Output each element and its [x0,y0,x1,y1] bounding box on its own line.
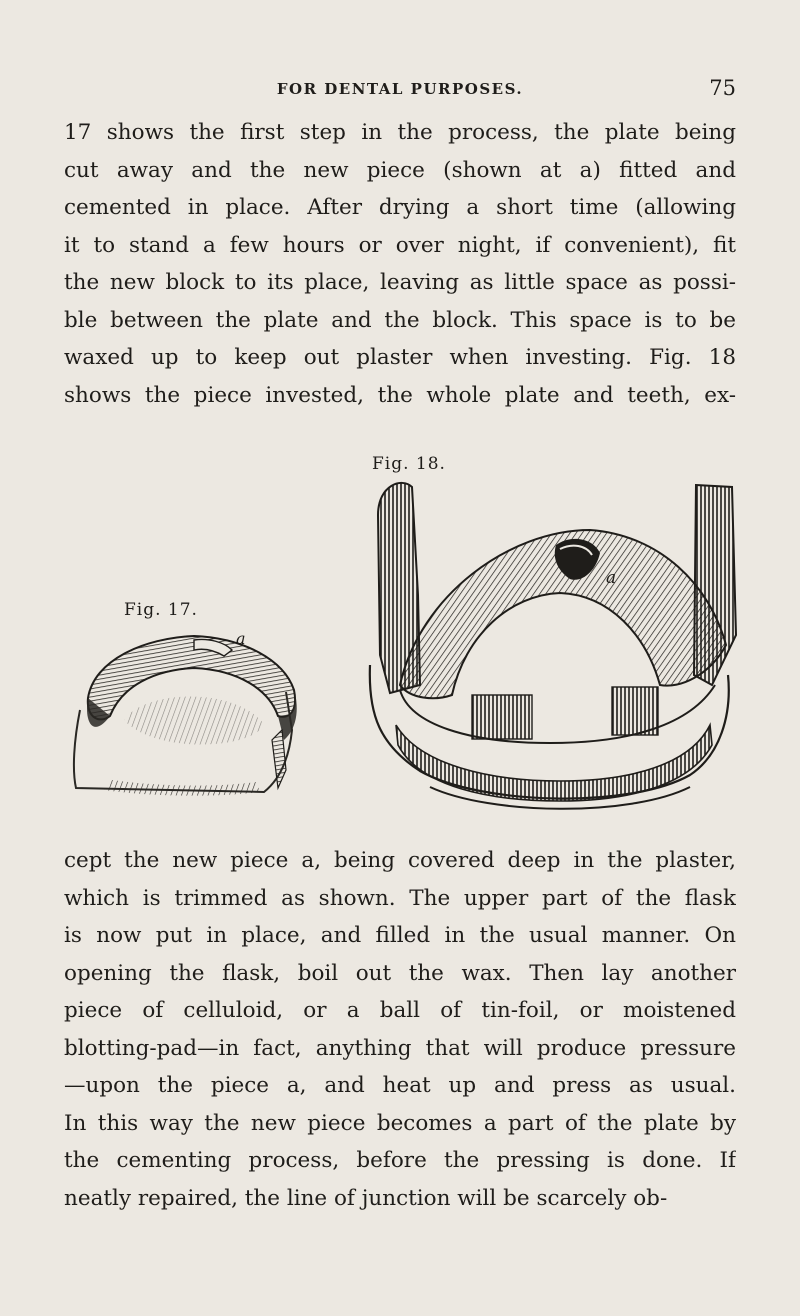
figure-17-illustration [64,620,312,810]
text-line: neatly repaired, the line of junction will be scarcely ob- [64,1185,668,1211]
text-line: the cementing process, before the pressing is done. If [64,1148,736,1173]
figure-17-label-a: a [236,629,246,648]
figure-17-caption: Fig. 17. [124,600,198,620]
text-line: 17 shows the first step in the process, the plate being [64,120,736,145]
text-line: waxed up to keep out plaster when investing. Fig. 18 [64,345,736,370]
running-head [64,76,736,104]
text-line: is now put in place, and filled in the usual manner. On [64,923,736,948]
text-line: opening the flask, boil out the wax. Then lay another [64,960,736,986]
figure-18-caption: Fig. 18. [372,454,446,474]
paragraph-top [64,114,736,414]
figure-18-illustration [360,475,745,830]
figure-18-label-a: a [606,568,617,588]
text-line: it to stand a few hours or over night, if convenient), fit [64,232,736,258]
text-line: shows the piece invested, the whole plate and teeth, ex- [64,382,736,408]
text-line: ble between the plate and the block. This space is to be [64,307,736,333]
text-line: blotting-pad—in fact, anything that will produce pressure [64,1035,736,1061]
page-number: 75 [709,76,736,100]
text-line: —upon the piece a, and heat up and press as usual. [64,1073,736,1098]
paragraph-bottom [64,842,736,1217]
text-line: cept the new piece a, being covered deep in the plaster, [64,848,736,873]
text-line: piece of celluloid, or a ball of tin-foil, or moistened [64,998,736,1023]
running-title: FOR DENTAL PURPOSES. [276,80,524,98]
text-line: which is trimmed as shown. The upper part of the flask [64,885,736,911]
text-line: cemented in place. After drying a short time (allowing [64,195,736,220]
text-line: In this way the new piece becomes a part of the plate by [64,1110,736,1136]
text-line: the new block to its place, leaving as little space as possi- [64,270,736,295]
text-line: cut away and the new piece (shown at a) fitted and [64,157,736,183]
